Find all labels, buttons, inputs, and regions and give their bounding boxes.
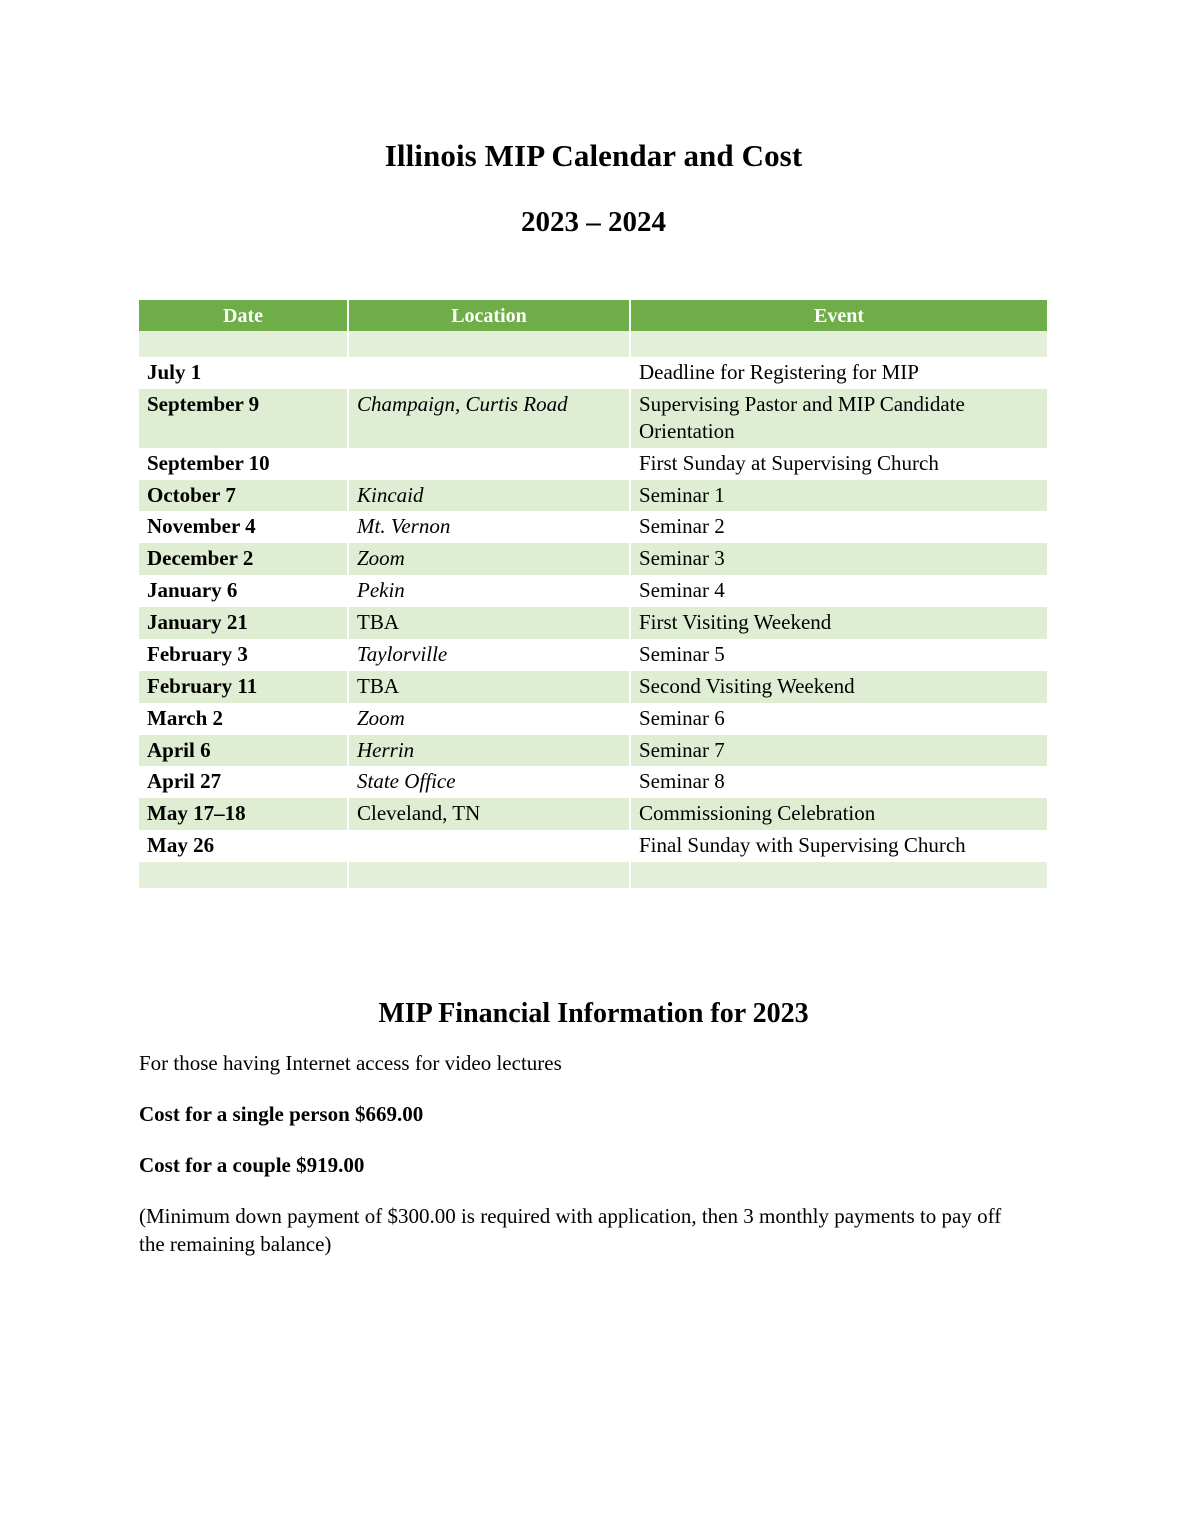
cell-location: [348, 357, 630, 389]
table-row: [139, 735, 1047, 767]
couple-cost: Cost for a couple $919.00: [139, 1152, 365, 1177]
cell-event: Seminar 2: [630, 511, 1047, 543]
cell-location: Cleveland, TN: [348, 798, 630, 830]
financial-intro-text: For those having Internet access for video lectures: [139, 1051, 562, 1075]
cell-event: Supervising Pastor and MIP Candidate Orientation: [630, 389, 1047, 448]
table-row: [139, 703, 1047, 735]
cell-event: Commissioning Celebration: [630, 798, 1047, 830]
table-spacer-cell: [348, 331, 630, 357]
cell-date: April 27: [139, 766, 348, 798]
calendar-header-row: [139, 300, 1047, 331]
calendar-table-container: [139, 300, 1047, 888]
cell-date: May 26: [139, 830, 348, 862]
cell-location: TBA: [348, 607, 630, 639]
cell-location: Herrin: [348, 735, 630, 767]
table-row: [139, 480, 1047, 512]
column-header-event: Event: [630, 300, 1047, 331]
table-spacer-cell: [139, 862, 348, 888]
table-row: [139, 575, 1047, 607]
payment-terms-note: (Minimum down payment of $300.00 is required with application, then 3 monthly payments to pay off the remaining balance): [139, 1203, 1002, 1256]
table-row: [139, 766, 1047, 798]
calendar-table-body: [139, 331, 1047, 888]
cell-event: Deadline for Registering for MIP: [630, 357, 1047, 389]
cell-date: December 2: [139, 543, 348, 575]
cell-location: Champaign, Curtis Road: [348, 389, 630, 448]
table-spacer-cell: [630, 862, 1047, 888]
calendar-table-head: [139, 300, 1047, 331]
table-row: [139, 798, 1047, 830]
cell-event: Seminar 5: [630, 639, 1047, 671]
table-row: [139, 830, 1047, 862]
cell-date: October 7: [139, 480, 348, 512]
cell-location: [348, 830, 630, 862]
table-row: [139, 543, 1047, 575]
cell-location: Zoom: [348, 703, 630, 735]
financial-section-heading: MIP Financial Information for 2023: [378, 998, 809, 1029]
table-row: [139, 357, 1047, 389]
cell-location: [348, 448, 630, 480]
table-spacer-cell: [139, 331, 348, 357]
table-spacer-row: [139, 331, 1047, 357]
cell-date: July 1: [139, 357, 348, 389]
cell-event: Seminar 6: [630, 703, 1047, 735]
cell-event: First Visiting Weekend: [630, 607, 1047, 639]
cell-date: September 9: [139, 389, 348, 448]
table-row: [139, 389, 1047, 448]
cell-event: Seminar 3: [630, 543, 1047, 575]
cell-date: September 10: [139, 448, 348, 480]
cell-date: May 17–18: [139, 798, 348, 830]
cell-event: Seminar 8: [630, 766, 1047, 798]
cell-event: First Sunday at Supervising Church: [630, 448, 1047, 480]
calendar-table: [139, 300, 1047, 888]
table-spacer-cell: [630, 331, 1047, 357]
cell-date: February 11: [139, 671, 348, 703]
table-row: [139, 671, 1047, 703]
table-spacer-row: [139, 862, 1047, 888]
cell-date: April 6: [139, 735, 348, 767]
page-subtitle: 2023 – 2024: [521, 206, 666, 239]
cell-event: Second Visiting Weekend: [630, 671, 1047, 703]
table-row: [139, 607, 1047, 639]
table-row: [139, 448, 1047, 480]
cell-event: Seminar 4: [630, 575, 1047, 607]
cell-date: January 6: [139, 575, 348, 607]
cell-date: March 2: [139, 703, 348, 735]
cell-location: Mt. Vernon: [348, 511, 630, 543]
cell-date: November 4: [139, 511, 348, 543]
cell-date: January 21: [139, 607, 348, 639]
cell-location: State Office: [348, 766, 630, 798]
cell-event: Final Sunday with Supervising Church: [630, 830, 1047, 862]
cell-location: Pekin: [348, 575, 630, 607]
table-row: [139, 639, 1047, 671]
financial-section-body: [139, 1050, 1019, 1259]
cell-date: February 3: [139, 639, 348, 671]
cell-location: Zoom: [348, 543, 630, 575]
cell-event: Seminar 1: [630, 480, 1047, 512]
page-title: Illinois MIP Calendar and Cost: [384, 138, 803, 173]
column-header-date: Date: [139, 300, 348, 331]
cell-location: TBA: [348, 671, 630, 703]
cell-location: Kincaid: [348, 480, 630, 512]
single-person-cost: Cost for a single person $669.00: [139, 1101, 424, 1126]
table-spacer-cell: [348, 862, 630, 888]
cell-location: Taylorville: [348, 639, 630, 671]
table-row: [139, 511, 1047, 543]
column-header-location: Location: [348, 300, 630, 331]
cell-event: Seminar 7: [630, 735, 1047, 767]
